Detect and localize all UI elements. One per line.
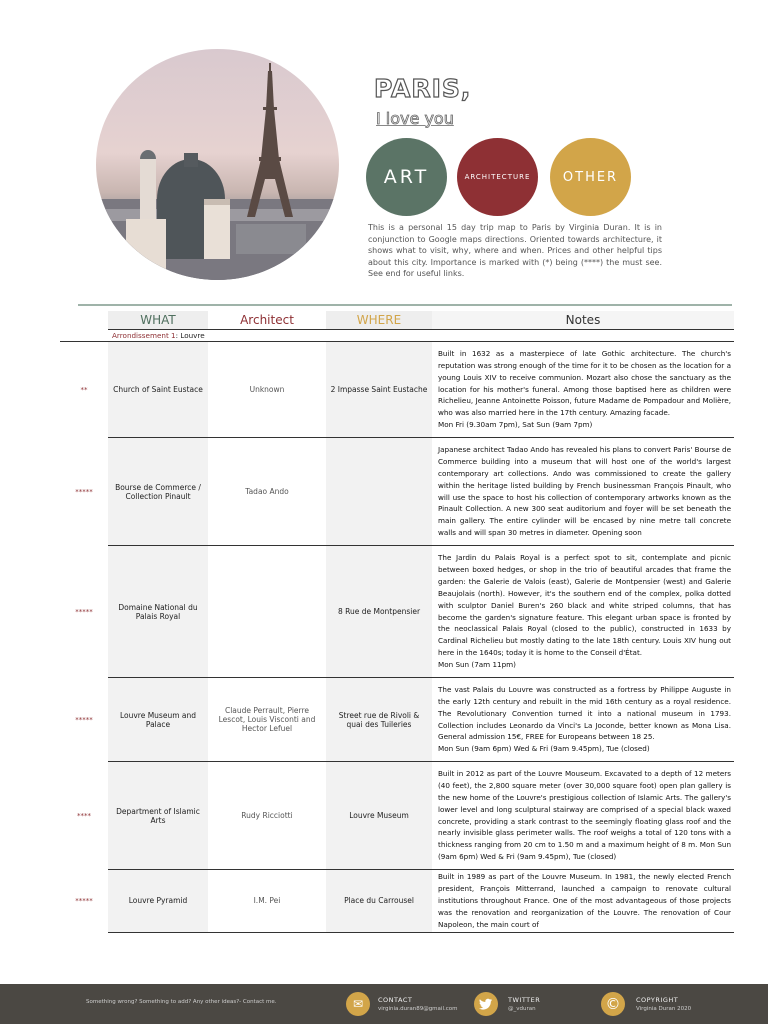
table-row	[60, 546, 734, 678]
opening-hours: Mon Sun (9am 6pm) Wed & Fri (9am 9.45pm), Tue (closed)	[438, 744, 650, 754]
section-row	[60, 330, 734, 342]
paris-skyline-illustration	[96, 49, 339, 280]
rating: *****	[75, 715, 93, 724]
copyright-text: Virginia Duran 2020	[636, 1006, 692, 1012]
notes-header: Notes	[432, 311, 734, 330]
architect-name	[208, 546, 326, 678]
copyright-title: COPYRIGHT	[636, 996, 679, 1004]
address: Place du Carrousel	[326, 870, 432, 933]
address: Street rue de Rivoli & quai des Tuileries	[326, 678, 432, 762]
architect-name: Claude Perrault, Pierre Lescot, Louis Visconti and Hector Lefuel	[208, 678, 326, 762]
table-row	[60, 438, 734, 546]
architect-name: Tadao Ando	[208, 438, 326, 546]
address	[326, 438, 432, 546]
notes: Built in 2012 as part of the Louvre Mouseum. Excavated to a depth of 12 meters (40 feet), the 2,800 square meter (over 30,000 square foot) open plan gallery is the new home of the Louvre's prestigious collection of Islamic Arts. The gallery's lower level and long sculptural stairway are comprised of a special black waxed concrete, providing a stark contrast to the seemingly floating glass roof and the nearly invisible glass perimeter walls. The roof weighs a total of 120 tons with a thickness ranging from 20 cm to 1.50 m and a maximum height of 8 m. Mon Sun (9am 6pm) Wed & Fri (9am 9.45pm), Tue (closed)	[432, 762, 734, 870]
rating: *****	[75, 607, 93, 616]
notes: The vast Palais du Louvre was constructed as a fortress by Philippe Auguste in the early 12th century and rebuilt in the mid 16th century as a royal residence. The Revolutionary Convention turned it into a national museum in 1793. Collection includes Leonardo da Vinci's La Joconde, better known as Mona Lisa. General admission 15€, FREE for Europeans between 18 25. Mon Sun (9am 6pm) Wed & Fri (9am 9.45pm), Tue (closed)	[432, 678, 734, 762]
architect-name: Rudy Ricciotti	[208, 762, 326, 870]
place-name: Louvre Museum and Palace	[108, 678, 208, 762]
notes: The Jardin du Palais Royal is a perfect spot to sit, contemplate and picnic between boxed hedges, or shop in the trio of beautiful arcades that frame the garden: the Galerie de Valois (east), Galerie de Montpensier (west) and Galerie Beaujolais (north). However, it's the southern end of the complex, polka dotted with sculptor Daniel Buren's 260 black and white striped columns, that has become the garden's signature feature. This elegant urban space is fronted by the neoclassical Palais Royal (closed to the public), constructed in 1633 by Cardinal Richelieu but mostly dating to the late 18th century. Louis XIV hung out here in the 1640s; today it is home to the Conseil d'État. Mon Sun (7am 11pm)	[432, 546, 734, 678]
rating: ****	[77, 811, 91, 820]
table-header-row	[60, 311, 734, 330]
section-label: Arrondissement 1: Louvre	[108, 330, 734, 342]
address: 8 Rue de Montpensier	[326, 546, 432, 678]
notes: Built in 1632 as a masterpiece of late Gothic architecture. The church's reputation was strong enough of the time for it to be chosen as the location for a young Louis XIV to receive communion. Mozart also chose the sanctuary as the location for his mother's funeral. Among those baptised here as children were Richelieu, Jeanne Antoinette Poisson, future Madame de Pompadour and Molière, who was also married here in the 17th century. Amazing facade. Mon Fri (9.30am 7pm), Sat Sun (9am 7pm)	[432, 342, 734, 438]
footer-message: Something wrong? Something to add? Any other ideas?- Contact me.	[86, 999, 277, 1005]
what-header: WHAT	[108, 311, 208, 330]
contact-title: CONTACT	[378, 996, 413, 1004]
rating: *****	[75, 487, 93, 496]
architect-header: Architect	[208, 311, 326, 330]
twitter-handle-link[interactable]: @_vduran	[508, 1006, 536, 1012]
rating: **	[80, 385, 88, 394]
rating: *****	[75, 896, 93, 905]
category-art-badge: ART	[366, 138, 447, 216]
table-row	[60, 870, 734, 933]
twitter-icon[interactable]	[474, 992, 498, 1016]
category-other-badge: OTHER	[550, 138, 631, 216]
table-row	[60, 342, 734, 438]
itinerary-table	[60, 311, 734, 933]
place-name: Louvre Pyramid	[108, 870, 208, 933]
category-architecture-badge: ARCHITECTURE	[457, 138, 538, 216]
architect-name: I.M. Pei	[208, 870, 326, 933]
intro-paragraph: This is a personal 15 day trip map to Paris by Virginia Duran. It is in conjunction to Google maps directions. Oriented towards architecture, it shows what to visit, why, where and when. Prices and other helpful tips about this city. Importance is marked with (*) being (****) the must see. See end for useful links.	[368, 223, 662, 279]
notes: Built in 1989 as part of the Louvre Museum. In 1981, the newly elected French president, François Mitterrand, launched a campaign to renovate cultural institutions throughout France. One of the most advantageous of those projects was the renovation and reorganization of the Louvre. The renovation of Cour Napoleon, the main court of	[432, 870, 734, 933]
divider	[78, 304, 732, 306]
copyright-icon: ©	[601, 992, 625, 1016]
address: 2 Impasse Saint Eustache	[326, 342, 432, 438]
notes: Japanese architect Tadao Ando has revealed his plans to convert Paris' Bourse de Commerce building into a museum that will host one of the world's largest contemporary art collections. Ando was commissioned to create the gallery within the heritage listed building by French businessman François Pinault, who will use the space to host his collection of contemporary artworks known as the Pinault Collection. A new 300 seat auditorium and foyer will be set beneath the main gallery. The entire cylinder will be encased by nine metre tall concrete walls and will span 30 metres in diameter. Opening soon	[432, 438, 734, 546]
place-name: Domaine National du Palais Royal	[108, 546, 208, 678]
opening-hours: Mon Fri (9.30am 7pm), Sat Sun (9am 7pm)	[438, 420, 593, 430]
contact-email-link[interactable]: virginia.duran89@gmail.com	[378, 1006, 458, 1012]
where-header: WHERE	[326, 311, 432, 330]
mail-icon[interactable]: ✉	[346, 992, 370, 1016]
page-subtitle: I love you	[376, 109, 454, 128]
eiffel-tower-photo	[96, 49, 339, 280]
rating-header	[60, 311, 108, 330]
twitter-title: TWITTER	[508, 996, 541, 1004]
place-name: Department of Islamic Arts	[108, 762, 208, 870]
table-row	[60, 762, 734, 870]
architect-name: Unknown	[208, 342, 326, 438]
page-title: PARIS,	[374, 74, 472, 103]
opening-hours: Mon Sun (7am 11pm)	[438, 660, 516, 670]
footer	[0, 984, 768, 1024]
table-row	[60, 678, 734, 762]
address: Louvre Museum	[326, 762, 432, 870]
place-name: Church of Saint Eustace	[108, 342, 208, 438]
place-name: Bourse de Commerce / Collection Pinault	[108, 438, 208, 546]
